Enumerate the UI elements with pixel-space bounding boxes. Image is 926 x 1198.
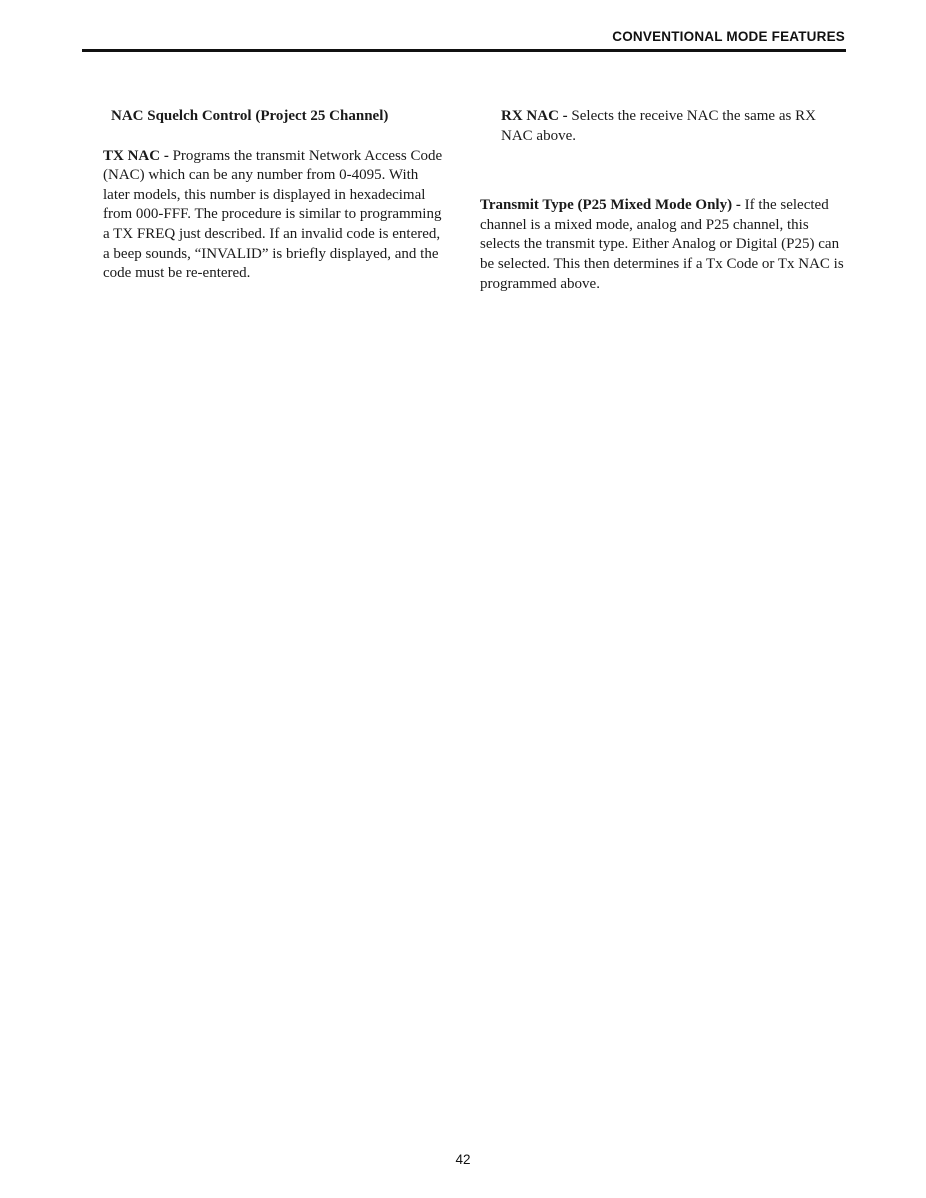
page-header-title: CONVENTIONAL MODE FEATURES xyxy=(612,29,845,44)
page-number: 42 xyxy=(455,1152,471,1167)
term-transmit-type: Transmit Type (P25 Mixed Mode Only) - xyxy=(480,197,741,214)
term-rx-nac: RX NAC - xyxy=(501,108,568,124)
section-heading-nac-squelch: NAC Squelch Control (Project 25 Channel) xyxy=(111,108,389,124)
text-rx-nac: Selects the receive NAC the same as RX NAC above. xyxy=(501,108,816,144)
header-rule xyxy=(82,49,846,52)
term-tx-nac: TX NAC - xyxy=(103,147,169,164)
text-tx-nac: Programs the transmit Network Access Code (NAC) which can be any number from 0-4095. With later models, this number is displayed in hexadecimal from 000-FFF. The procedure is similar to programming a TX FREQ just described. If an invalid code is entered, a beep sounds, “INVALID” is briefly displayed, and the code must be re-entered. xyxy=(103,147,443,282)
paragraph-tx-nac xyxy=(103,147,448,284)
left-column xyxy=(103,107,448,284)
paragraph-rx-nac xyxy=(480,107,845,146)
text-transmit-type: If the selected channel is a mixed mode, analog and P25 channel, this selects the transmit type. Either Analog or Digital (P25) can be selected. This then determines if a Tx Code or Tx NAC is programmed above. xyxy=(480,197,844,292)
right-column xyxy=(480,107,845,294)
paragraph-transmit-type xyxy=(480,196,845,294)
